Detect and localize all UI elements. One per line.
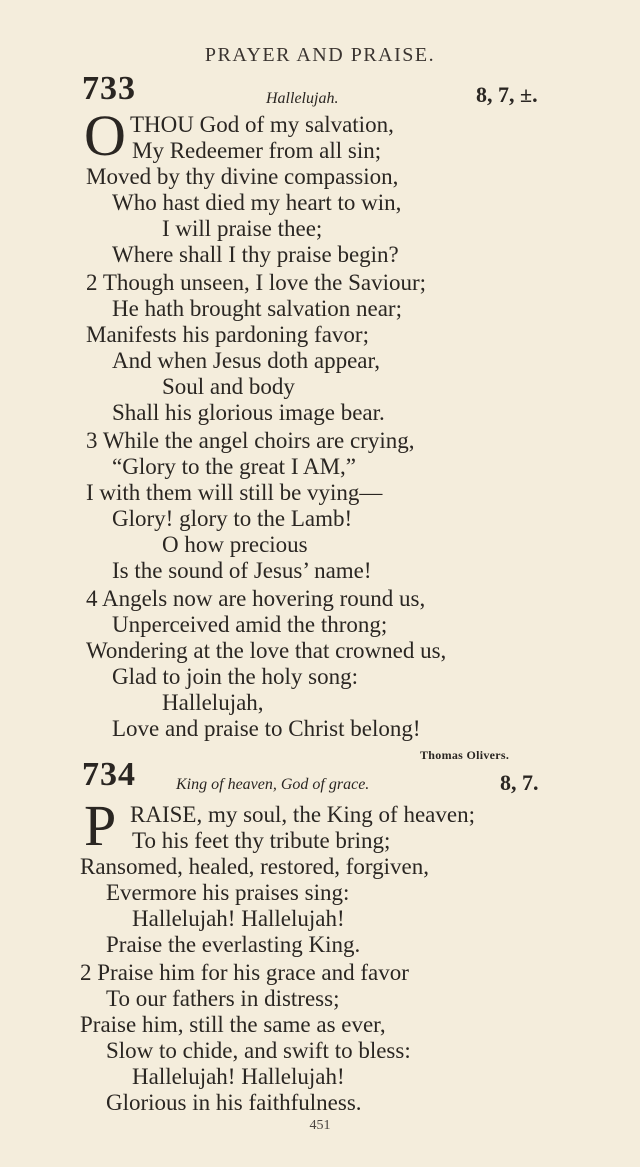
verse-line: RAISE, my soul, the King of heaven; (130, 802, 475, 827)
verse-line: He hath brought salvation near; (112, 296, 402, 321)
verse-line: Hallelujah! Hallelujah! (132, 1064, 345, 1089)
verse-line: I will praise thee; (162, 216, 323, 241)
verse-line: Ransomed, healed, restored, forgiven, (80, 854, 429, 879)
verse-line: 2 Though unseen, I love the Saviour; (86, 270, 427, 295)
verse-line: Slow to chide, and swift to bless: (106, 1038, 411, 1063)
verse-line: Moved by thy divine compassion, (86, 164, 399, 189)
hymn-title: King of heaven, God of grace. (176, 776, 370, 793)
verse-line: Evermore his praises sing: (106, 880, 350, 905)
verse-line: 2 Praise him for his grace and favor (80, 960, 409, 985)
verse-line: 4 Angels now are hovering round us, (86, 586, 426, 611)
verse-line: My Redeemer from all sin; (132, 138, 382, 163)
verse-line: Glory! glory to the Lamb! (112, 506, 353, 531)
verse-line: To our fathers in distress; (106, 986, 340, 1011)
verse-line: Wondering at the love that crowned us, (86, 638, 447, 663)
verse-line: I with them will still be vying— (86, 480, 383, 505)
drop-cap: P (84, 793, 117, 858)
verse-line: O how precious (162, 532, 308, 557)
verse-line: THOU God of my salvation, (130, 112, 394, 137)
drop-cap: O (84, 103, 126, 168)
verse-line: Glorious in his faithfulness. (106, 1090, 362, 1115)
verse-line: Glad to join the holy song: (112, 664, 358, 689)
verse-line: 3 While the angel choirs are crying, (86, 428, 415, 453)
page-number: 451 (309, 1118, 331, 1133)
hymn-title: Hallelujah. (266, 90, 339, 107)
verse-line: Manifests his pardoning favor; (86, 322, 369, 347)
verse-line: Who hast died my heart to win, (112, 190, 402, 215)
verse-line: Is the sound of Jesus’ name! (112, 558, 372, 583)
verse-line: Praise the everlasting King. (106, 932, 361, 957)
verse-line: Hallelujah! Hallelujah! (132, 906, 345, 931)
verse-line: Where shall I thy praise begin? (112, 242, 399, 267)
verse-line: Soul and body (162, 374, 295, 399)
verse-line: “Glory to the great I AM,” (112, 454, 356, 479)
verse-line: To his feet thy tribute bring; (132, 828, 391, 853)
verse-line: Unperceived amid the throng; (112, 612, 388, 637)
verse-line: Praise him, still the same as ever, (80, 1012, 386, 1037)
hymn-author: Thomas Olivers. (420, 748, 510, 762)
verse-line: Hallelujah, (162, 690, 264, 715)
hymn-number: 734 (82, 756, 136, 793)
hymn-number: 733 (82, 70, 136, 107)
verse-line: Love and praise to Christ belong! (112, 716, 421, 741)
verse-line: And when Jesus doth appear, (112, 348, 380, 373)
hymn-meter: 8, 7, ±. (476, 82, 538, 107)
running-head: PRAYER AND PRAISE. (204, 44, 436, 66)
verse-line: Shall his glorious image bear. (112, 400, 385, 425)
hymn-meter: 8, 7. (500, 770, 539, 795)
